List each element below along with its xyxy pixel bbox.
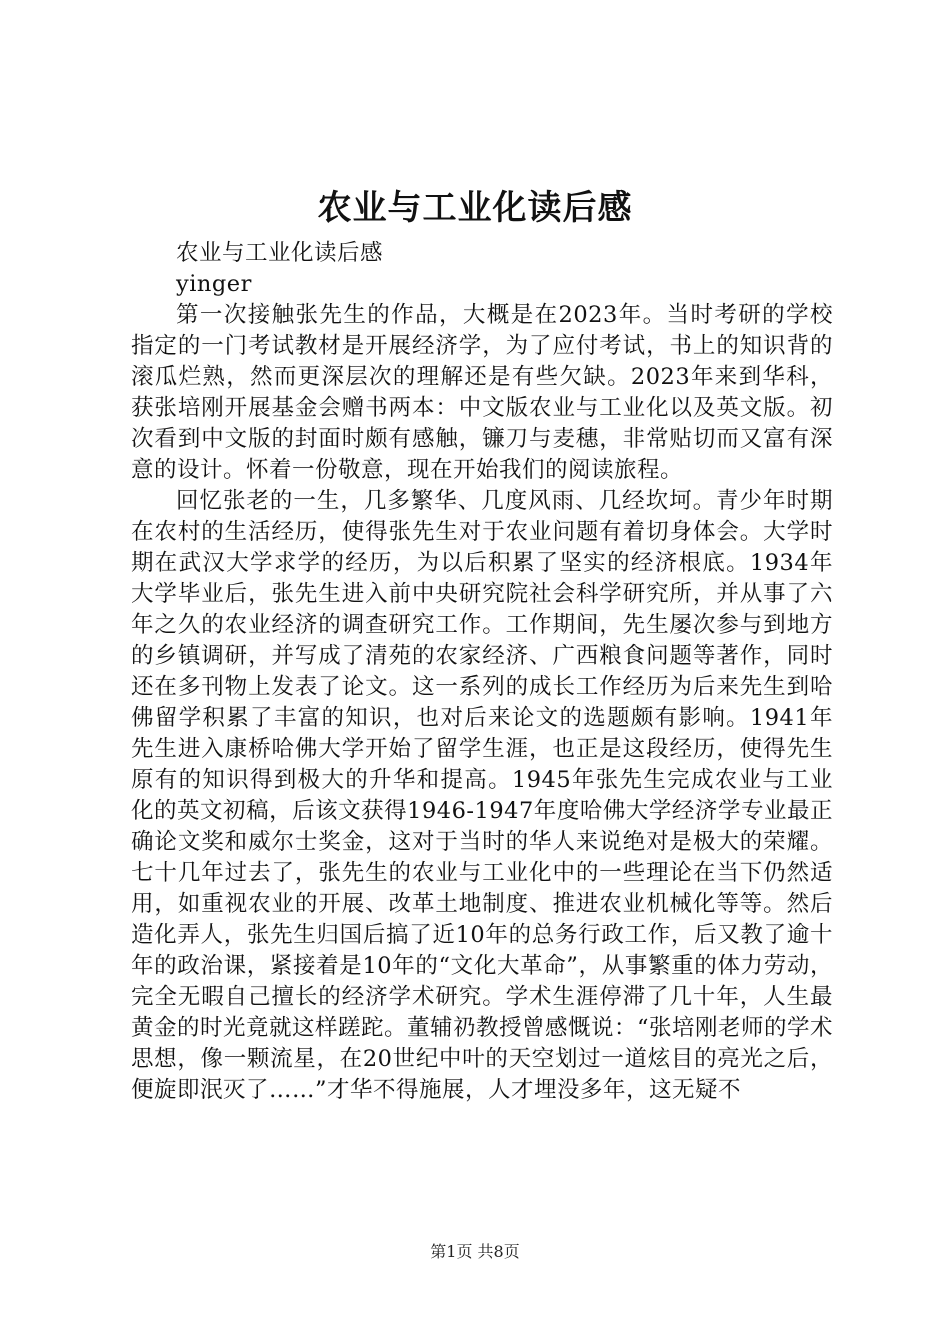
document-title: 农业与工业化读后感	[317, 188, 633, 228]
page-footer: 第1页 共8页	[430, 1242, 520, 1261]
paragraph-1: 第一次接触张先生的作品，大概是在2023年。当时考研的学校指定的一门考试教材是开展经济学，为了应付考试，书上的知识背的滚瓜烂熟，然而更深层次的理解还是有些欠缺。2023年来到华科，获张培刚开展基金会赠书两本：中文版农业与工业化以及英文版。初次看到中文版的封面时颇有感触，镰刀与麦穗，非常贴切而又富有深意的设计。怀着一份敬意，现在开始我们的阅读旅程。	[131, 302, 833, 483]
paragraph-2: 回忆张老的一生，几多繁华、几度风雨、几经坎坷。青少年时期在农村的生活经历，使得张先生对于农业问题有着切身体会。大学时期在武汉大学求学的经历，为以后积累了坚实的经济根底。1934年大学毕业后，张先生进入前中央研究院社会科学研究所，并从事了六年之久的农业经济的调查研究工作。工作期间，先生屡次参与到地方的乡镇调研，并写成了清苑的农家经济、广西粮食问题等著作，同时还在多刊物上发表了论文。这一系列的成长工作经历为后来先生到哈佛留学积累了丰富的知识，也对后来论文的选题颇有影响。1941年先生进入康桥哈佛大学开始了留学生涯，也正是这段经历，使得先生原有的知识得到极大的升华和提高。1945年张先生完成农业与工业化的英文初稿，后该文获得1946-1947年度哈佛大学经济学专业最正确论文奖和威尔士奖金，这对于当时的华人来说绝对是极大的荣耀。七十几年过去了，张先生的农业与工业化中的一些理论在当下仍然适用，如重视农业的开展、改革土地制度、推进农业机械化等等。然后造化弄人，张先生归国后搞了近10年的总务行政工作，后又教了逾十年的政治课，紧接着是10年的“文化大革命”，从事繁重的体力劳动，完全无暇自己擅长的经济学术研究。学术生涯停滞了几十年，人生最黄金的时光竟就这样蹉跎。董辅礽教授曾感慨说：“张培刚老师的学术思想，像一颗流星，在20世纪中叶的天空划过一道炫目的亮光之后，便旋即泯灭了……”才华不得施展，人才埋没多年，这无疑不	[131, 488, 834, 1103]
document-body	[131, 238, 833, 1106]
subtitle-line: 农业与工业化读后感	[176, 240, 384, 266]
author-line: yinger	[176, 271, 252, 297]
